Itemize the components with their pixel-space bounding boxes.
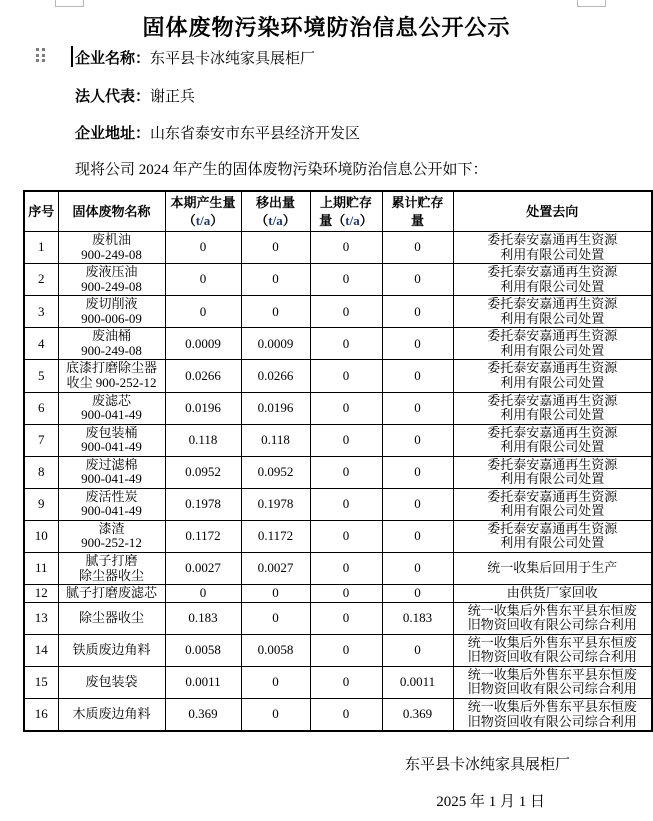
cell-total-storage[interactable]: 0 [382,456,453,488]
cell-waste-name[interactable]: 废切削液 900-006-09 [58,296,165,328]
table-row [24,666,652,698]
header-label: 固体废物名称 [72,203,151,219]
cell-prev-storage[interactable]: 0 [310,520,382,552]
header-label: 处置去向 [526,203,579,219]
cell-seq-number[interactable]: 14 [24,634,58,666]
cell-total-storage[interactable]: 0.0011 [382,666,453,698]
table-row [24,602,652,634]
cell-removed-amount[interactable]: 0.0058 [241,634,310,666]
cell-produced-amount[interactable]: 0.1978 [165,488,241,520]
cell-disposal-destination[interactable]: 委托泰安嘉通再生资源 利用有限公司处置 [453,232,652,264]
header-label: 本期产生量 [170,195,236,210]
cell-total-storage[interactable]: 0 [382,296,453,328]
cell-produced-amount[interactable]: 0.0058 [165,634,241,666]
cell-removed-amount[interactable]: 0.0027 [241,553,310,585]
cell-total-storage[interactable]: 0 [382,424,453,456]
cell-prev-storage[interactable]: 0 [310,553,382,585]
cell-prev-storage[interactable]: 0 [310,602,382,634]
cell-prev-storage[interactable]: 0 [310,392,382,424]
cell-removed-amount[interactable]: 0.0196 [241,392,310,424]
company-name-field[interactable] [75,47,315,68]
cell-total-storage[interactable]: 0.369 [382,698,453,731]
cell-total-storage[interactable]: 0 [382,264,453,296]
table-row [24,392,652,424]
table-row [24,698,652,731]
cell-waste-name[interactable]: 废机油 900-249-08 [58,232,165,264]
cell-seq-number[interactable]: 2 [24,264,58,296]
table-header-cell[interactable] [165,191,241,232]
cell-disposal-destination[interactable]: 由供货厂家回收 [453,585,652,603]
footer-company-name[interactable]: 东平县卡冰纯家具展柜厂 [404,757,570,773]
cell-seq-number[interactable]: 3 [24,296,58,328]
cell-seq-number[interactable]: 5 [24,360,58,392]
cell-prev-storage[interactable]: 0 [310,585,382,603]
cell-removed-amount[interactable]: 0 [241,264,310,296]
table-row [24,328,652,360]
cell-removed-amount[interactable]: 0 [241,585,310,603]
cell-prev-storage[interactable]: 0 [310,360,382,392]
table-header-cell[interactable] [24,191,58,232]
cell-total-storage[interactable]: 0 [382,634,453,666]
header-label: 移出量 [255,195,295,210]
cell-waste-name[interactable]: 废包装桶 900-041-49 [58,424,165,456]
cell-waste-name[interactable]: 除尘器收尘 [58,602,165,634]
cell-disposal-destination[interactable]: 委托泰安嘉通再生资源 利用有限公司处置 [453,520,652,552]
cell-waste-name[interactable]: 腻子打磨废滤芯 [58,585,165,603]
cell-produced-amount[interactable]: 0 [165,264,241,296]
legal-representative-field[interactable] [75,85,195,106]
header-label: 上期贮存量 [319,195,372,228]
cell-seq-number[interactable]: 8 [24,456,58,488]
cell-prev-storage[interactable]: 0 [310,488,382,520]
page-edge-marker-left [55,0,84,7]
cell-prev-storage[interactable]: 0 [310,232,382,264]
cell-produced-amount[interactable]: 0 [165,232,241,264]
cell-disposal-destination[interactable]: 委托泰安嘉通再生资源 利用有限公司处置 [453,328,652,360]
table-row [24,585,652,603]
header-label: 累计贮存量 [391,195,444,228]
cell-waste-name[interactable]: 废包装袋 [58,666,165,698]
cell-produced-amount[interactable]: 0.0196 [165,392,241,424]
cell-waste-name[interactable]: 废液压油 900-249-08 [58,264,165,296]
table-row [24,634,652,666]
cell-produced-amount[interactable]: 0.0011 [165,666,241,698]
cell-waste-name[interactable]: 漆渣 900-252-12 [58,520,165,552]
cell-prev-storage[interactable]: 0 [310,424,382,456]
table-row [24,264,652,296]
footer-date[interactable]: 2025 年 1 月 1 日 [436,794,545,810]
header-unit: （t/a） [255,212,296,228]
cell-removed-amount[interactable]: 0.0266 [241,360,310,392]
cell-total-storage[interactable]: 0 [382,585,453,603]
cell-prev-storage[interactable]: 0 [310,328,382,360]
header-label: 序号 [28,203,55,219]
cell-produced-amount[interactable]: 0 [165,296,241,328]
waste-disclosure-table [23,190,653,732]
table-row [24,360,652,392]
company-name-label: 企业名称： [75,51,151,67]
cell-produced-amount[interactable]: 0.183 [165,602,241,634]
cell-removed-amount[interactable]: 0.1978 [241,488,310,520]
cell-seq-number[interactable]: 12 [24,585,58,603]
header-unit: （t/a） [182,212,224,228]
cell-disposal-destination[interactable]: 委托泰安嘉通再生资源 利用有限公司处置 [453,360,652,392]
cell-disposal-destination[interactable]: 统一收集后外售东平县东恒废 旧物资回收有限公司综合利用 [453,666,652,698]
cell-total-storage[interactable]: 0 [382,488,453,520]
cell-total-storage[interactable]: 0 [382,520,453,552]
table-header [24,191,652,232]
cell-total-storage[interactable]: 0 [382,553,453,585]
cell-waste-name[interactable]: 废活性炭 900-041-49 [58,488,165,520]
intro-paragraph[interactable]: 现将公司 2024 年产生的固体废物污染环境防治信息公开如下： [75,162,488,178]
cell-removed-amount[interactable]: 0 [241,232,310,264]
cell-waste-name[interactable]: 铁质废边角料 [58,634,165,666]
cell-total-storage[interactable]: 0 [382,392,453,424]
table-header-cell[interactable] [382,191,453,232]
cell-prev-storage[interactable]: 0 [310,634,382,666]
page-title[interactable]: 固体废物污染环境防治信息公开公示 [142,15,511,40]
cell-seq-number[interactable]: 9 [24,488,58,520]
cell-disposal-destination[interactable]: 委托泰安嘉通再生资源 利用有限公司处置 [453,424,652,456]
table-row [24,553,652,585]
cell-waste-name[interactable]: 废油桶 900-249-08 [58,328,165,360]
cell-disposal-destination[interactable]: 统一收集后回用于生产 [453,553,652,585]
cell-disposal-destination[interactable]: 统一收集后外售东平县东恒废 旧物资回收有限公司综合利用 [453,602,652,634]
cell-produced-amount[interactable]: 0.369 [165,698,241,731]
cell-removed-amount[interactable]: 0.0009 [241,328,310,360]
cell-produced-amount[interactable]: 0.0009 [165,328,241,360]
cell-produced-amount[interactable]: 0.0952 [165,456,241,488]
header-unit: （t/a） [332,212,373,228]
cell-removed-amount[interactable]: 0 [241,698,310,731]
cell-removed-amount[interactable]: 0 [241,296,310,328]
cell-waste-name[interactable]: 木质废边角料 [58,698,165,731]
legal-representative-label: 法人代表： [75,89,151,105]
cell-produced-amount[interactable]: 0.1172 [165,520,241,552]
cell-disposal-destination[interactable]: 委托泰安嘉通再生资源 利用有限公司处置 [453,392,652,424]
cell-prev-storage[interactable]: 0 [310,296,382,328]
cell-seq-number[interactable]: 15 [24,666,58,698]
cell-seq-number[interactable]: 16 [24,698,58,731]
company-address-value[interactable]: 山东省泰安市东平县经济开发区 [150,126,361,142]
cell-disposal-destination[interactable]: 委托泰安嘉通再生资源 利用有限公司处置 [453,456,652,488]
table-row [24,296,652,328]
cell-removed-amount[interactable]: 0.0952 [241,456,310,488]
cell-prev-storage[interactable]: 0 [310,264,382,296]
cell-produced-amount[interactable]: 0 [165,585,241,603]
cell-seq-number[interactable]: 10 [24,520,58,552]
table-header-cell[interactable] [241,191,310,232]
cell-waste-name[interactable]: 废滤芯 900-041-49 [58,392,165,424]
cell-disposal-destination[interactable]: 委托泰安嘉通再生资源 利用有限公司处置 [453,296,652,328]
cell-disposal-destination[interactable]: 统一收集后外售东平县东恒废 旧物资回收有限公司综合利用 [453,634,652,666]
table-header-cell[interactable] [453,191,652,232]
cell-prev-storage[interactable]: 0 [310,456,382,488]
table-header-cell[interactable] [310,191,382,232]
cell-disposal-destination[interactable]: 统一收集后外售东平县东恒废 旧物资回收有限公司综合利用 [453,698,652,731]
cell-prev-storage[interactable]: 0 [310,698,382,731]
cell-waste-name[interactable]: 底漆打磨除尘器 收尘 900-252-12 [58,360,165,392]
cell-seq-number[interactable]: 6 [24,392,58,424]
cell-removed-amount[interactable]: 0.1172 [241,520,310,552]
cell-total-storage[interactable]: 0 [382,232,453,264]
cell-removed-amount[interactable]: 0.118 [241,424,310,456]
cell-produced-amount[interactable]: 0.0266 [165,360,241,392]
cell-disposal-destination[interactable]: 委托泰安嘉通再生资源 利用有限公司处置 [453,488,652,520]
cell-total-storage[interactable]: 0.183 [382,602,453,634]
cell-total-storage[interactable]: 0 [382,328,453,360]
table-header-cell[interactable] [58,191,165,232]
company-name-value[interactable]: 东平县卡冰纯家具展柜厂 [150,51,316,67]
table-row [24,232,652,264]
cell-produced-amount[interactable]: 0.0027 [165,553,241,585]
drag-handle-icon[interactable] [36,48,45,62]
cell-waste-name[interactable]: 腻子打磨 除尘器收尘 [58,553,165,585]
cell-seq-number[interactable]: 7 [24,424,58,456]
cell-waste-name[interactable]: 废过滤棉 900-041-49 [58,456,165,488]
legal-representative-value[interactable]: 谢正兵 [150,89,196,105]
company-address-label: 企业地址： [75,126,151,142]
cell-disposal-destination[interactable]: 委托泰安嘉通再生资源 利用有限公司处置 [453,264,652,296]
company-address-field[interactable] [75,122,360,143]
cell-seq-number[interactable]: 11 [24,553,58,585]
cell-seq-number[interactable]: 4 [24,328,58,360]
cell-removed-amount[interactable]: 0 [241,602,310,634]
cell-total-storage[interactable]: 0 [382,360,453,392]
page-edge-marker-right [577,0,606,7]
cell-prev-storage[interactable]: 0 [310,666,382,698]
cell-seq-number[interactable]: 1 [24,232,58,264]
text-cursor [71,46,73,67]
table-row [24,488,652,520]
table-row [24,456,652,488]
cell-seq-number[interactable]: 13 [24,602,58,634]
cell-removed-amount[interactable]: 0 [241,666,310,698]
table-row [24,424,652,456]
table-row [24,520,652,552]
cell-produced-amount[interactable]: 0.118 [165,424,241,456]
